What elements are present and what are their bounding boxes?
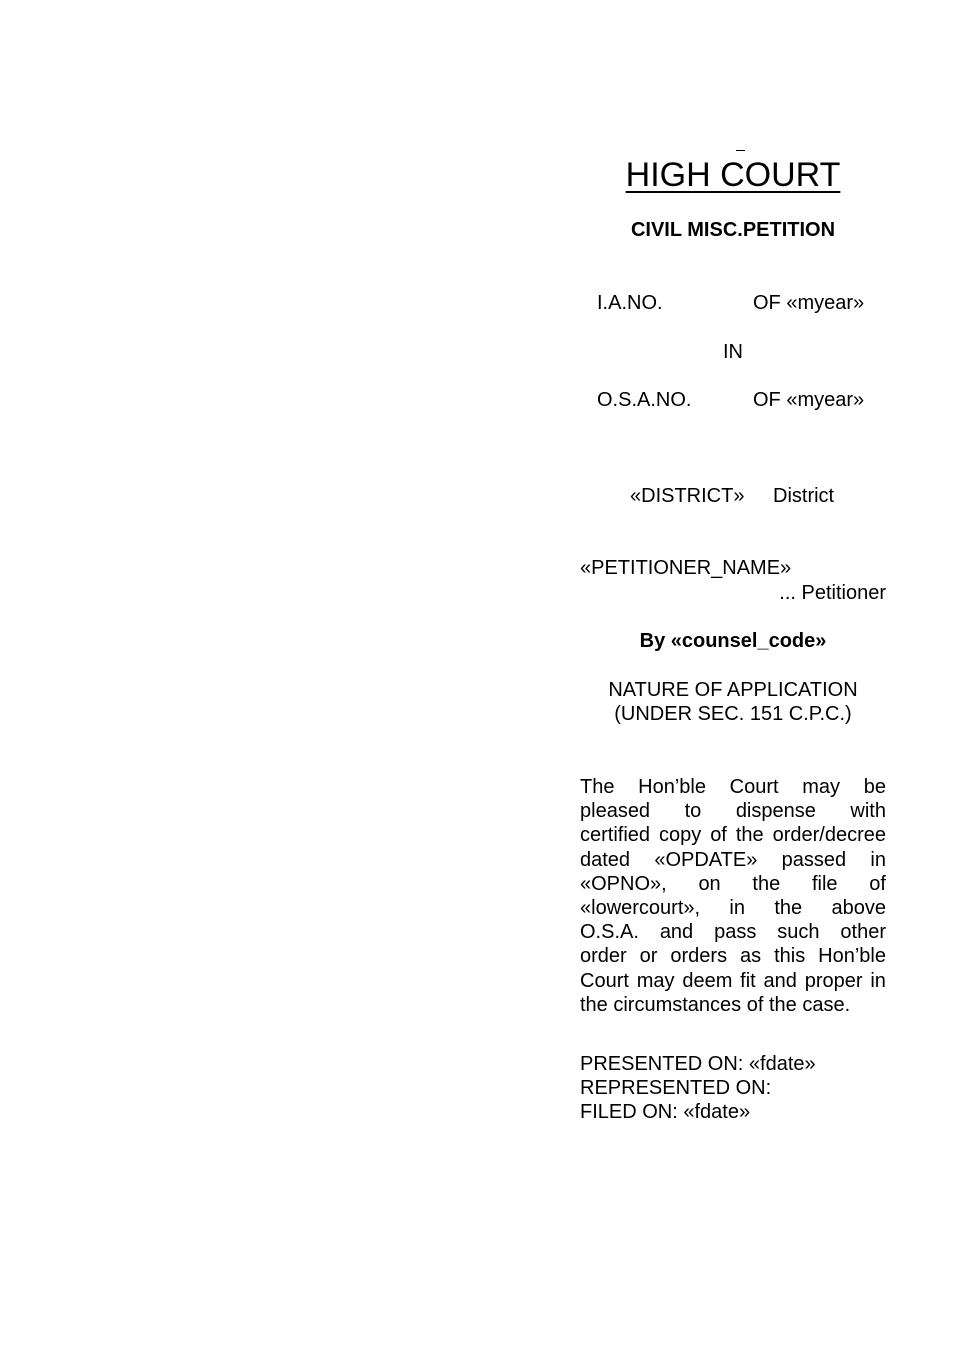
osa-number-label: O.S.A.NO.	[597, 389, 692, 411]
prayer-word: the circumstances of the case.	[580, 993, 851, 1016]
presented-on: PRESENTED ON: «fdate»	[580, 1053, 816, 1075]
nature-heading: NATURE OF APPLICATION	[608, 679, 858, 701]
prayer-word: certified	[580, 824, 651, 847]
prayer-line	[580, 896, 886, 920]
prayer-word: other	[840, 921, 886, 944]
prayer-word: deem	[682, 969, 733, 992]
prayer-word: Court	[580, 969, 629, 992]
petition-type: CIVIL MISC.PETITION	[630, 219, 836, 241]
prayer-line	[580, 799, 886, 823]
prayer-line	[580, 920, 886, 944]
prayer-word: the	[774, 896, 803, 919]
prayer-word: be	[863, 776, 886, 798]
prayer-word: proper	[804, 969, 863, 992]
prayer-paragraph	[580, 775, 886, 1017]
filed-on: FILED ON: «fdate»	[580, 1101, 751, 1123]
represented-on: REPRESENTED ON:	[580, 1077, 772, 1099]
petitioner-name: «PETITIONER_NAME»	[580, 557, 792, 579]
prayer-word: and	[763, 969, 797, 992]
prayer-word: with	[850, 800, 886, 823]
in-word: IN	[723, 341, 743, 363]
prayer-word: on	[698, 872, 721, 895]
prayer-word: may	[636, 969, 675, 992]
ia-year-field: OF «myear»	[753, 292, 865, 314]
prayer-line	[580, 993, 886, 1017]
prayer-line	[580, 823, 886, 847]
prayer-word: dispense	[735, 800, 816, 823]
prayer-word: Court	[729, 776, 779, 798]
prayer-line	[580, 848, 886, 872]
prayer-word: above	[831, 896, 886, 919]
prayer-word: copy	[658, 824, 702, 847]
district-word: District	[773, 485, 835, 507]
petitioner-role: ... Petitioner	[779, 582, 886, 604]
prayer-word: and	[659, 921, 694, 944]
court-title: HIGH COURT	[625, 156, 841, 194]
prayer-word: in	[729, 896, 745, 919]
prayer-word: O.S.A.	[580, 921, 639, 944]
prayer-word: fit	[740, 969, 756, 992]
prayer-word: or	[639, 945, 658, 968]
prayer-word: orders	[670, 945, 728, 968]
prayer-word: such	[777, 921, 820, 944]
prayer-line	[580, 872, 886, 896]
prayer-word: of	[710, 824, 727, 847]
counsel-line: By «counsel_code»	[639, 630, 827, 652]
prayer-word: Hon’ble	[818, 945, 886, 968]
prayer-word: file	[811, 872, 838, 895]
prayer-word: in	[870, 969, 886, 992]
prayer-word: The	[580, 776, 615, 798]
prayer-word: passed	[781, 848, 847, 871]
prayer-word: in	[870, 848, 886, 871]
prayer-word: to	[684, 800, 702, 823]
prayer-line	[580, 969, 886, 993]
prayer-word: Hon’ble	[638, 776, 706, 798]
header-mark	[736, 150, 745, 151]
prayer-word: the	[735, 824, 764, 847]
prayer-line	[580, 944, 886, 968]
prayer-word: as	[740, 945, 762, 968]
district-field: «DISTRICT»	[630, 485, 745, 507]
ia-number-label: I.A.NO.	[597, 292, 663, 314]
prayer-word: order	[580, 945, 627, 968]
prayer-word: of	[869, 872, 886, 895]
prayer-word: pass	[714, 921, 757, 944]
prayer-line	[580, 775, 886, 799]
nature-section: (UNDER SEC. 151 C.P.C.)	[614, 703, 852, 725]
osa-year-field: OF «myear»	[753, 389, 865, 411]
prayer-word: pleased	[580, 800, 651, 823]
prayer-word: order/decree	[772, 824, 886, 847]
prayer-word: may	[802, 776, 841, 798]
prayer-word: the	[752, 872, 781, 895]
prayer-word: dated	[580, 848, 631, 871]
prayer-word: «OPNO»,	[580, 872, 667, 895]
prayer-word: «lowercourt»,	[580, 896, 701, 919]
prayer-word: «OPDATE»	[654, 848, 758, 871]
prayer-word: this	[774, 945, 806, 968]
